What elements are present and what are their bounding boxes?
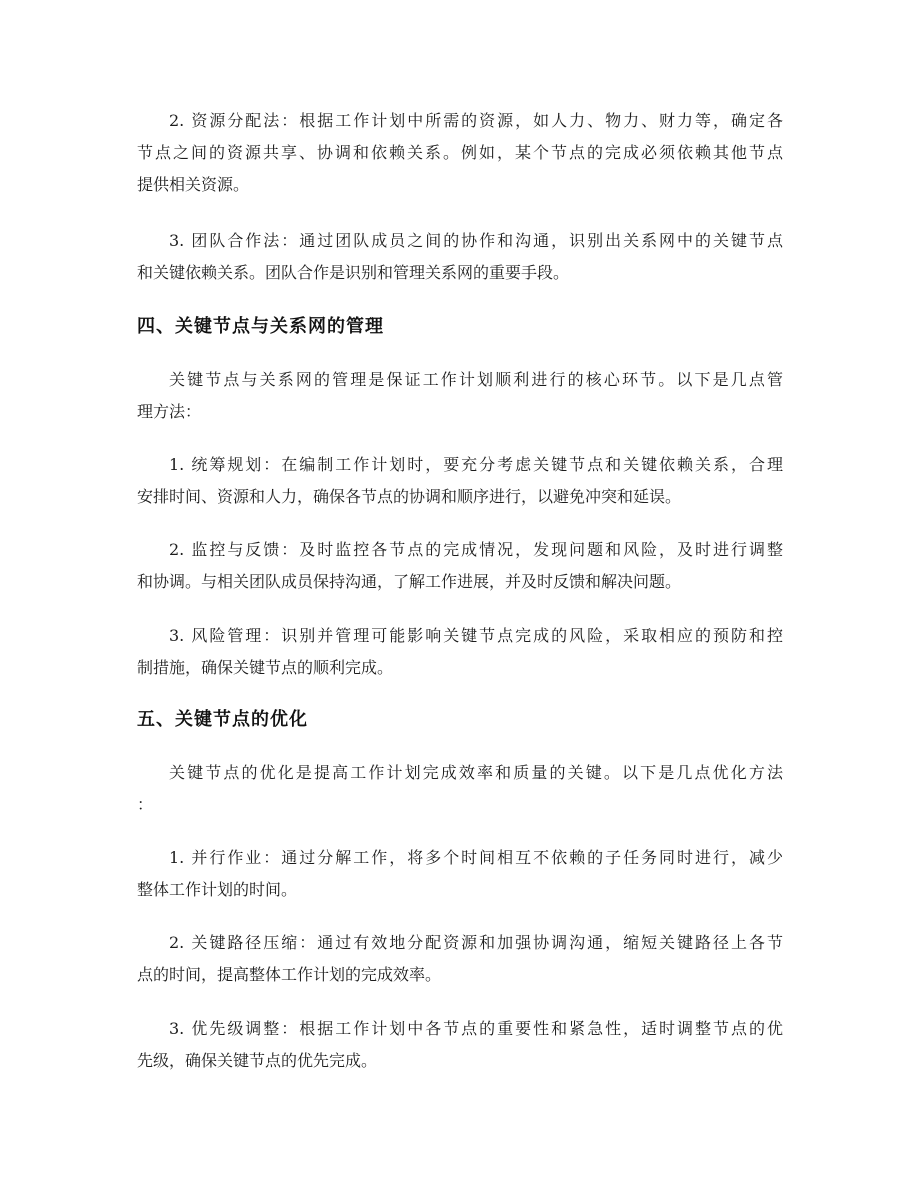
text-line: 整体工作计划的时间。 [137,880,298,899]
paragraph-team-cooperation [137,225,783,289]
paragraph-priority-adjustment [137,1013,783,1077]
text-line: 2. 监控与反馈：及时监控各节点的完成情况，发现问题和风险，及时进行调整 [169,540,783,559]
text-line: 2. 资源分配法：根据工作计划中所需的资源，如人力、物力、财力等，确定各 [169,111,783,130]
text-line: 1. 统筹规划：在编制工作计划时，要充分考虑关键节点和关键依赖关系，合理 [169,455,783,474]
text-line: 3. 风险管理：识别并管理可能影响关键节点完成的风险，采取相应的预防和控 [169,626,783,645]
paragraph-resource-allocation [137,105,783,201]
section-heading-optimization: 五、关键节点的优化 [137,709,308,730]
text-line: 和关键依赖关系。团队合作是识别和管理关系网的重要手段。 [137,263,570,282]
paragraph-risk-management [137,620,783,684]
paragraph-optimization-intro [137,757,783,821]
text-line: 关键节点的优化是提高工作计划完成效率和质量的关键。以下是几点优化方法 [169,763,783,782]
text-line: 1. 并行作业：通过分解工作，将多个时间相互不依赖的子任务同时进行，减少 [169,848,783,867]
paragraph-monitoring-feedback [137,534,783,598]
text-line: 3. 优先级调整：根据工作计划中各节点的重要性和紧急性，适时调整节点的优 [169,1019,783,1038]
text-line: 安排时间、资源和人力，确保各节点的协调和顺序进行，以避免冲突和延误。 [137,487,682,506]
paragraph-parallel-work [137,842,783,906]
text-line: 理方法： [137,402,202,421]
text-line: 节点之间的资源共享、协调和依赖关系。例如，某个节点的完成必须依赖其他节点 [137,143,783,162]
text-line: 和协调。与相关团队成员保持沟通，了解工作进展，并及时反馈和解决问题。 [137,572,682,591]
text-line: 3. 团队合作法：通过团队成员之间的协作和沟通，识别出关系网中的关键节点 [169,231,783,250]
section-heading-management: 四、关键节点与关系网的管理 [137,316,384,337]
text-line: 先级，确保关键节点的优先完成。 [137,1051,378,1070]
text-line: 点的时间，提高整体工作计划的完成效率。 [137,965,442,984]
paragraph-management-intro [137,364,783,428]
paragraph-overall-planning [137,449,783,513]
text-line: 关键节点与关系网的管理是保证工作计划顺利进行的核心环节。以下是几点管 [169,370,783,389]
text-line: 制措施，确保关键节点的顺利完成。 [137,658,394,677]
paragraph-critical-path-compression [137,927,783,991]
text-line: ： [137,795,154,814]
text-line: 提供相关资源。 [137,175,250,194]
text-line: 2. 关键路径压缩：通过有效地分配资源和加强协调沟通，缩短关键路径上各节 [169,933,783,952]
